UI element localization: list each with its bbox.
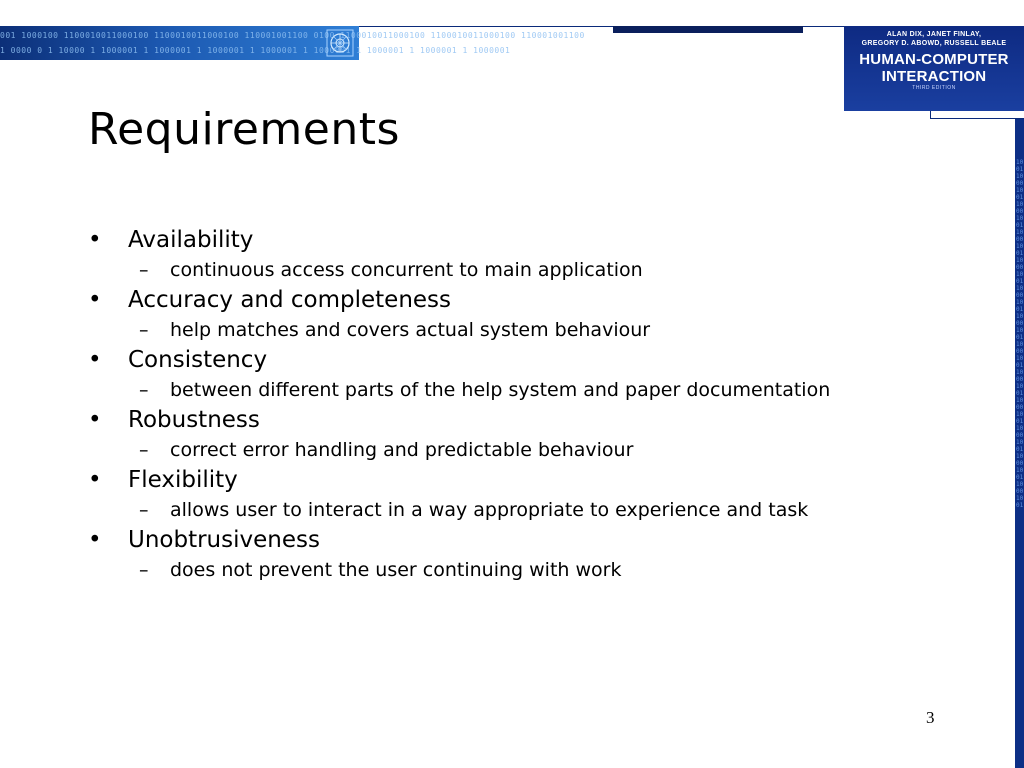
- bullet-marker: •: [88, 347, 102, 373]
- sub-item: [139, 498, 906, 522]
- banner-binary-text: 001 1000100 1100010011000100 1100010011000100 110001001100 0100 1100010011000100 1100010011000100 110001001100 1 0000 0 1 10000 1 1000001 1 1000001 1 1000001 1 1000001 1 1000001 1 1000001 1 1000001 1 1000001: [0, 31, 585, 55]
- sub-item: [139, 258, 906, 282]
- sub-item-text: does not prevent the user continuing with work: [170, 559, 622, 581]
- bullet-row: [86, 466, 906, 495]
- book-edition: THIRD EDITION: [912, 85, 956, 91]
- bullet-label: Robustness: [128, 407, 260, 433]
- bullet-label: Consistency: [128, 347, 268, 373]
- list-item: [86, 526, 906, 582]
- sub-marker: –: [139, 259, 149, 281]
- list-item: [86, 406, 906, 462]
- sub-item-text: continuous access concurrent to main application: [170, 259, 643, 281]
- sub-list: [86, 318, 906, 342]
- sub-item-text: help matches and covers actual system behaviour: [170, 319, 651, 341]
- sub-item: [139, 438, 906, 462]
- bullet-marker: •: [88, 467, 102, 493]
- sub-list: [86, 558, 906, 582]
- sub-item-text: allows user to interact in a way appropriate to experience and task: [170, 499, 809, 521]
- sub-list: [86, 258, 906, 282]
- bullet-marker: •: [88, 227, 102, 253]
- book-title: HUMAN-COMPUTER INTERACTION: [859, 51, 1009, 85]
- network-emblem-icon: [325, 28, 355, 58]
- bullet-marker: •: [88, 287, 102, 313]
- header-accent-bar: [613, 26, 803, 33]
- list-item: [86, 226, 906, 282]
- bullet-row: [86, 286, 906, 315]
- sub-item: [139, 378, 906, 402]
- sub-item: [139, 318, 906, 342]
- bullet-label: Flexibility: [128, 467, 238, 493]
- list-item: [86, 466, 906, 522]
- bullet-row: [86, 406, 906, 435]
- bullet-label: Unobtrusiveness: [128, 527, 320, 553]
- sub-list: [86, 498, 906, 522]
- list-item: [86, 346, 906, 402]
- bullet-row: [86, 226, 906, 255]
- list-item: [86, 286, 906, 342]
- bullet-row: [86, 346, 906, 375]
- bullet-marker: •: [88, 407, 102, 433]
- requirements-list: [86, 226, 906, 586]
- book-authors: ALAN DIX, JANET FINLAY, GREGORY D. ABOWD, RUSSELL BEALE: [861, 31, 1007, 47]
- page-number: 3: [926, 708, 935, 727]
- bullet-label: Availability: [128, 227, 254, 253]
- sub-marker: –: [139, 559, 149, 581]
- sub-list: [86, 438, 906, 462]
- sub-list: [86, 378, 906, 402]
- bullet-row: [86, 526, 906, 555]
- sub-item-text: correct error handling and predictable behaviour: [170, 439, 634, 461]
- sub-item: [139, 558, 906, 582]
- right-side-bar: 1001100010011000100110001001100010011000100110001001100010011000100110001001100010011000100110001001: [1015, 119, 1024, 768]
- book-cover-logo: [844, 26, 1024, 111]
- sub-marker: –: [139, 499, 149, 521]
- bullet-marker: •: [88, 527, 102, 553]
- slide-title: Requirements: [88, 104, 400, 155]
- sub-item-text: between different parts of the help system and paper documentation: [170, 379, 831, 401]
- bullet-label: Accuracy and completeness: [128, 287, 452, 313]
- binary-banner: [0, 26, 585, 60]
- sub-marker: –: [139, 379, 149, 401]
- sub-marker: –: [139, 439, 149, 461]
- sub-marker: –: [139, 319, 149, 341]
- right-frame-corner: [930, 111, 1024, 119]
